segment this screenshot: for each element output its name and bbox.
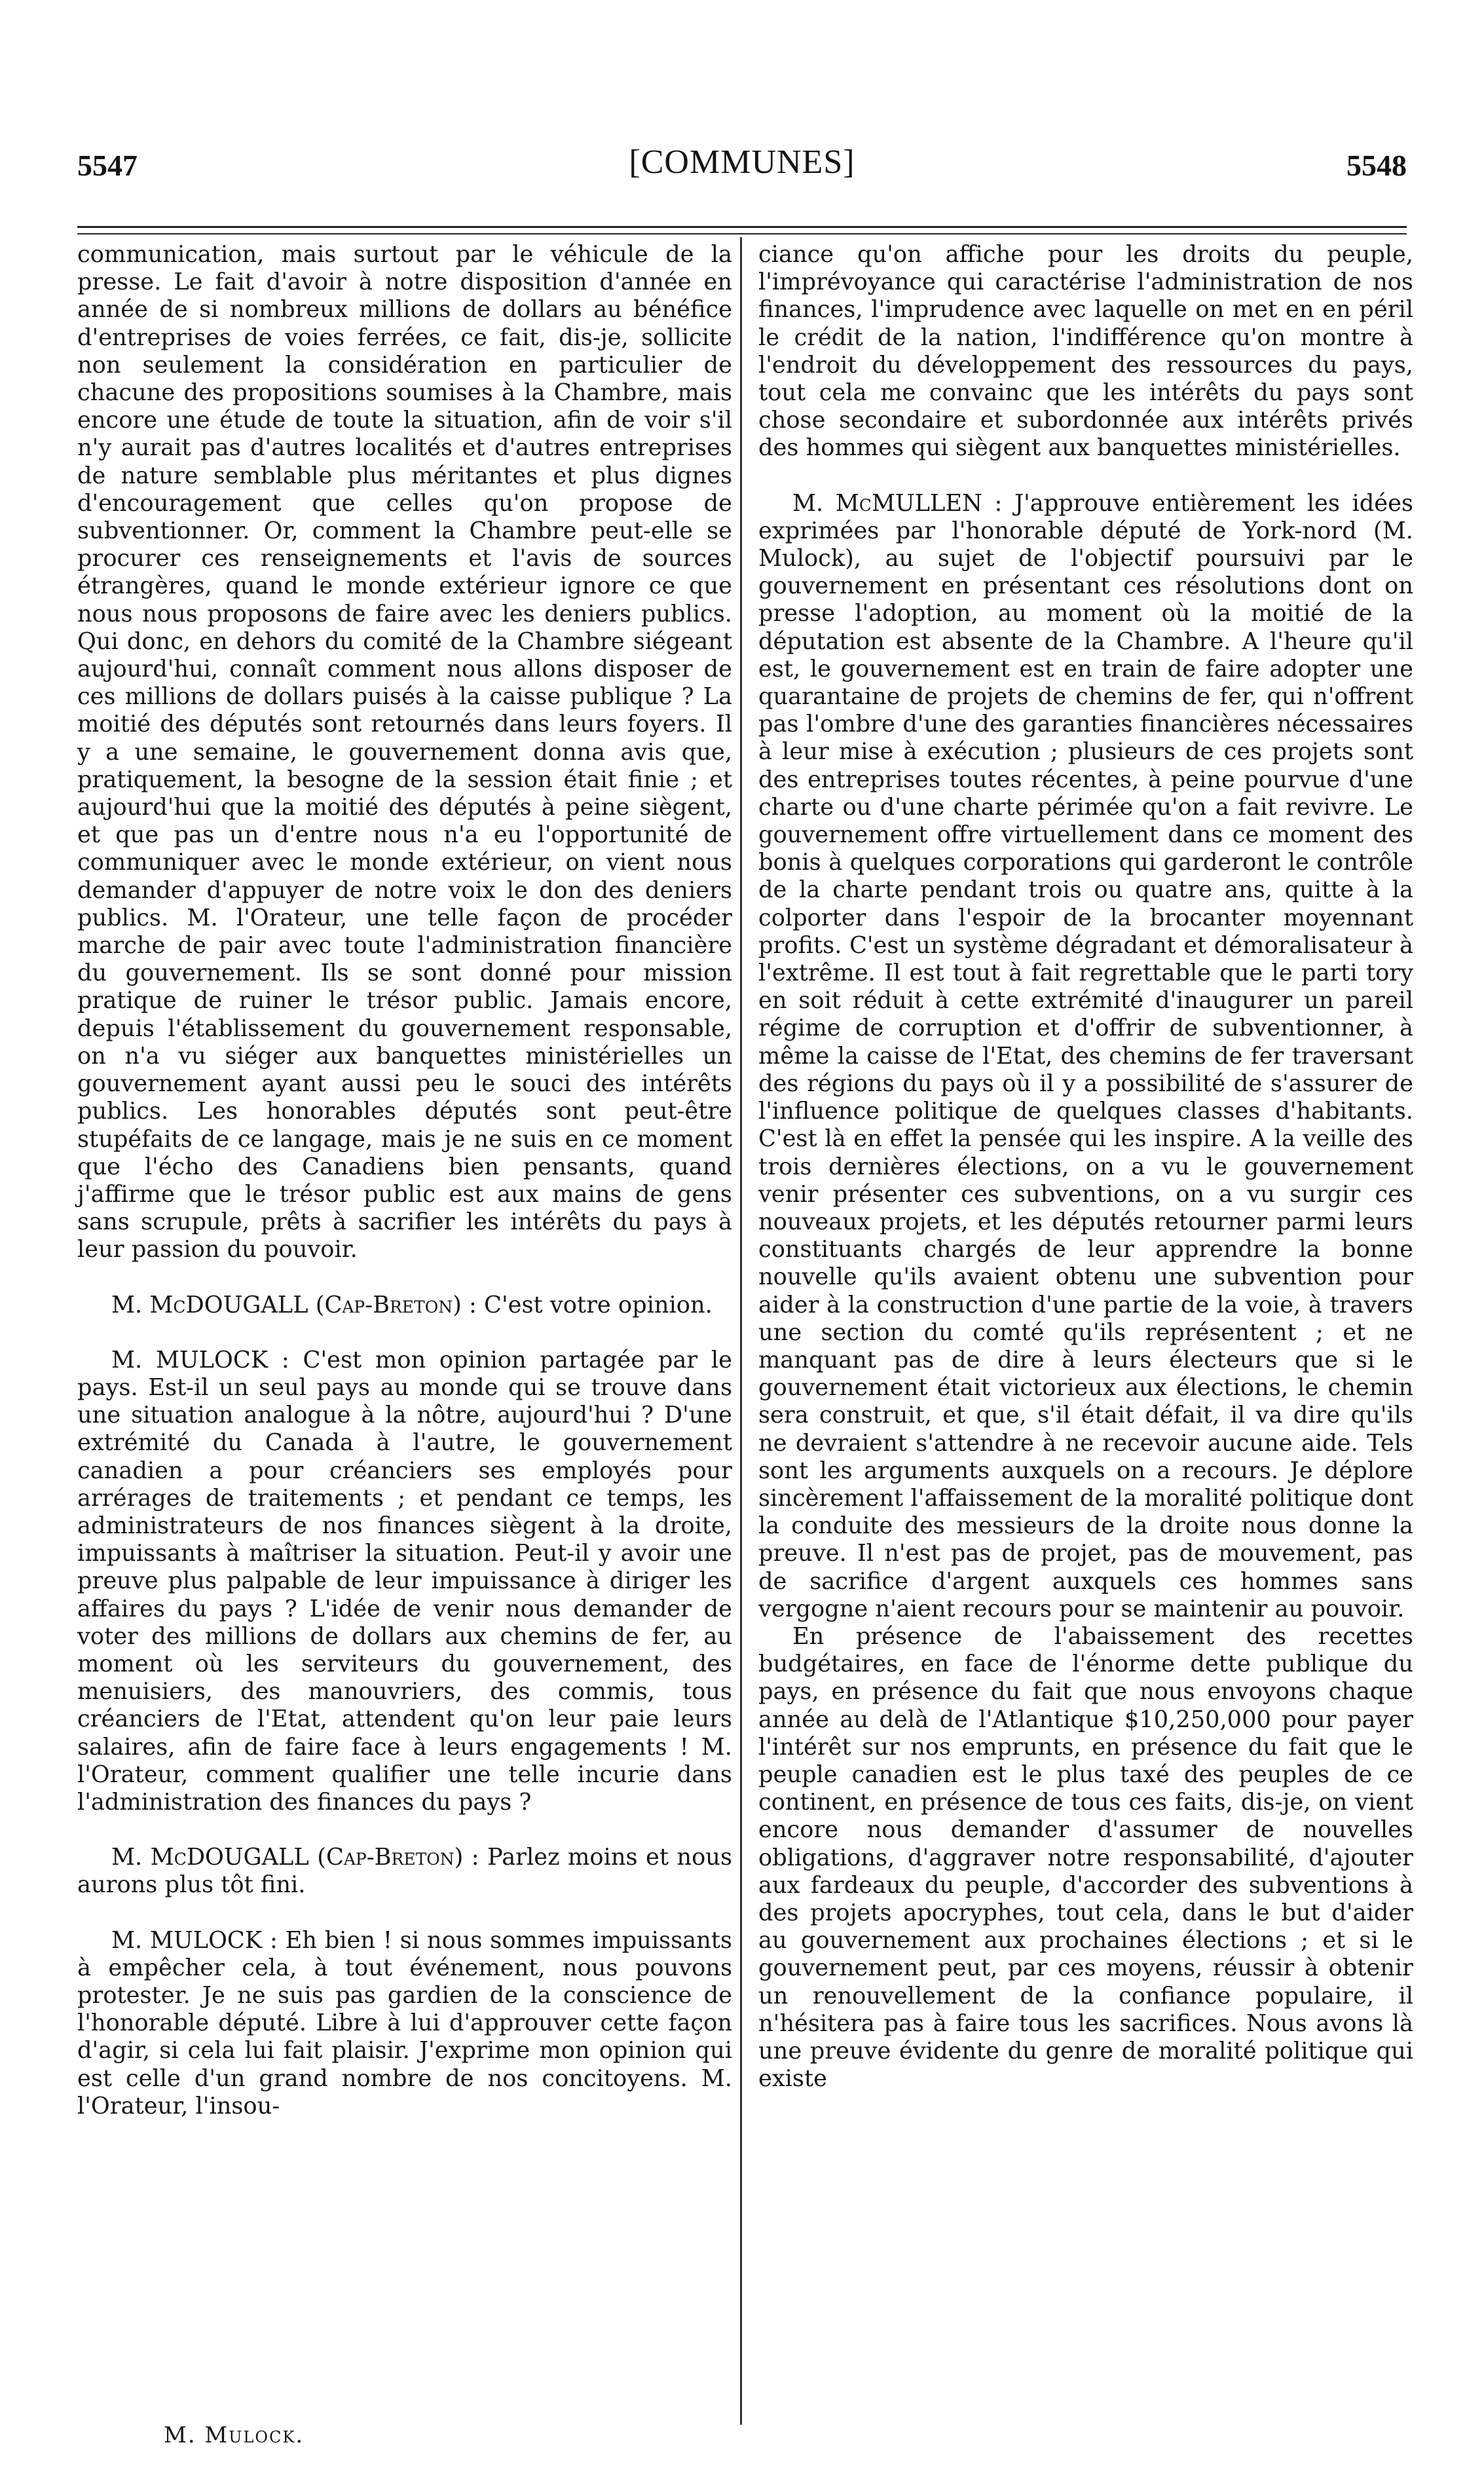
speaker-name: M. McMULLEN : [792,489,1003,517]
header-rule-bottom [77,233,1407,234]
footer-speaker-name: M. Mulock. [164,2422,305,2448]
speaker-name: M. MULOCK : [111,1346,289,1373]
speech-paragraph [77,1844,732,1899]
speech-paragraph [758,490,1413,1623]
speech-text: Parlez moins et nous aurons plus tôt fini. [77,1844,732,1899]
speech-text: C'est mon opinion partagée par le pays. Est-il un seul pays au monde qui se trouve dans une situation analogue à la nôtre, aujourd'hui ? D'une extrémité du Canada à l'autre, le gouvernement canadien a pour créanciers ses employés pour arrérages de traitements ; et pendant ce temps, les administrateurs de nos finances siègent à la droite, impuissants à maîtriser la situation. Peut-il y avoir une preuve plus palpable de leur impuissance à diriger les affaires du pays ? L'idée de venir nous demander de voter des millions de dollars aux chemins de fer, au moment où les serviteurs du gouvernement, des menuisiers, des manouvriers, des commis, tous créanciers de l'Etat, attendent qu'on leur paie leurs salaires, afin de faire face à leurs engagements ! M. l'Orateur, comment qualifier une telle incurie dans l'administration des finances du pays ? [77,1346,732,1816]
column-divider [740,237,742,2425]
running-title: [COMMUNES] [629,143,855,181]
speech-paragraph [77,1292,732,1319]
speaker-name: M. MULOCK : [111,1926,278,1954]
speech-text: C'est votre opinion. [476,1291,713,1318]
speech-paragraph [77,1927,732,2120]
speech-text: J'approuve entièrement les idées exprimées par l'honorable député de York-nord (M. Mulock), au sujet de l'objectif poursuivi par le gouvernement en présentant ces résolutions dont on presse l'adoption, au moment où la moitié de la députation est absente de la Chambre. A l'heure qu'il est, le gouvernement est en train de faire adopter une quarantaine de projets de chemins de fer, qui n'offrent pas l'ombre d'une des garanties financières nécessaires à leur mise à exécution ; plusieurs de ces projets sont des entreprises toutes récentes, à peine pourvue d'une charte ou d'une charte périmée qu'on a fait revivre. Le gouvernement offre virtuellement dans ce moment des bonis à quelques corporations qui garderont le contrôle de la charte pendant trois ou quatre ans, quitte à la colporter dans l'espoir de la brocanter moyennant profits. C'est un système dégradant et démoralisateur à l'extrême. Il est tout à fait regrettable que le parti tory en soit réduit à cette extrémité d'inaugurer un pareil régime de corruption et d'offrir de subventionner, à même la caisse de l'Etat, des chemins de fer traversant des régions du pays où il y a possibilité de s'assurer de l'influence politique de quelques classes d'habitants. C'est là en effet la pensée qui les inspire. A la veille des trois dernières élections, on a vu le gouvernement venir présenter ces subventions, on a vu surgir ces nouveaux projets, et les députés retourner parmi leurs constituants chargés de leur apprendre la bonne nouvelle qu'ils avaient obtenu une subvention pour aider à la construction d'une partie de la voie, à travers une section du comté qu'ils représentent ; et ne manquant pas de dire à leurs électeurs que si le gouvernement était victorieux aux élections, le chemin sera construit, et que, s'il était défait, il va dire qu'ils ne devraient s'attendre à ne recevoir aucune aide. Tels sont les arguments auxquels on a recours. Je déplore sincèrement l'affaissement de la moralité politique dont la conduite des messieurs de la droite nous donne la preuve. Il n'est pas de projet, pas de mouvement, pas de sacrifice d'argent auxquels ces hommes sans vergogne n'aient recours pour se maintenir au pouvoir. [758,489,1413,1622]
speech-text: Eh bien ! si nous sommes impuissants à empêcher cela, à tout événement, nous pouvons protester. Je ne suis pas gardien de la conscience de l'honorable député. Libre à lui d'approuver cette façon d'agir, si cela lui fait plaisir. J'exprime mon opinion qui est celle d'un grand nombre de nos concitoyens. M. l'Orateur, l'insou- [77,1926,732,2120]
header-rule-top [77,226,1407,228]
page-number-right: 5548 [1346,149,1407,182]
speech-paragraph [77,1347,732,1816]
paragraph: En présence de l'abaissement des recettes budgétaires, en face de l'énorme dette publique du pays, en présence du fait que nous envoyons chaque année au delà de l'Atlantique $10,250,000 pour payer l'intérêt sur nos emprunts, en présence du fait que le peuple canadien est le plus taxé des peuples de ce continent, en présence de tous ces faits, dis-je, on vient encore nous demander d'assumer de nouvelles obligations, d'aggraver notre responsabilité, d'ajouter aux fardeaux du peuple, d'accorder des subventions à des projets apocryphes, tout cela, dans le but d'aider au gouvernement aux prochaines élections ; et si le gouvernement peut, par ces moyens, réussir à obtenir un renouvellement de la confiance populaire, il n'hésitera pas à faire tous les sacrifices. Nous avons là une preuve évidente du genre de moralité politique qui existe [758,1622,1413,2093]
speaker-name: M. McDOUGALL (Cap-Breton) : [111,1844,479,1871]
page-number-left: 5547 [77,149,138,182]
right-column [758,241,1413,2093]
speaker-name: M. McDOUGALL (Cap-Breton) : [111,1291,477,1318]
page-header [77,138,1407,190]
paragraph: ciance qu'on affiche pour les droits du peuple, l'imprévoyance qui caractérise l'administration de nos finances, l'imprudence avec laquelle on met en en péril le crédit de la nation, l'indifférence qu'on montre à l'endroit du développement des ressources du pays, tout cela me convainc que les intérêts du pays sont chose secondaire et subordonnée aux intérêts privés des hommes qui siègent aux banquettes ministérielles. [758,241,1413,462]
left-column [77,241,732,2120]
paragraph: communication, mais surtout par le véhicule de la presse. Le fait d'avoir à notre disposition d'année en année de si nombreux millions de dollars au bénéfice d'entreprises de voies ferrées, ce fait, dis-je, sollicite non seulement la considération en particulier de chacune des propositions soumises à la Chambre, mais encore une étude de toute la situation, afin de voir s'il n'y aurait pas d'autres localités et d'autres entreprises de nature semblable plus méritantes et plus dignes d'encouragement que celles qu'on propose de subventionner. Or, comment la Chambre peut-elle se procurer ces renseignements et l'avis de sources étrangères, quand le monde extérieur ignore ce que nous nous proposons de faire avec les deniers publics. Qui donc, en dehors du comité de la Chambre siégeant aujourd'hui, connaît comment nous allons disposer de ces millions de dollars puisés à la caisse publique ? La moitié des députés sont retournés dans leurs foyers. Il y a une semaine, le gouvernement donna avis que, pratiquement, la besogne de la session était finie ; et aujourd'hui que la moitié des députés à peine siègent, et que pas un d'entre nous n'a eu l'opportunité de communiquer avec le monde extérieur, on vient nous demander d'appuyer de notre voix le don des deniers publics. M. l'Orateur, une telle façon de procéder marche de pair avec toute l'administration financière du gouvernement. Ils se sont donné pour mission pratique de ruiner le trésor public. Jamais encore, depuis l'établissement du gouvernement responsable, on n'a vu siéger aux banquettes ministérielles un gouvernement ayant aussi peu le souci des intérêts publics. Les honorables députés sont peut-être stupéfaits de ce langage, mais je ne suis en ce moment que l'écho des Canadiens bien pensants, quand j'affirme que le trésor public est aux mains de gens sans scrupule, prêts à sacrifier les intérêts du pays à leur passion du pouvoir. [77,241,732,1263]
